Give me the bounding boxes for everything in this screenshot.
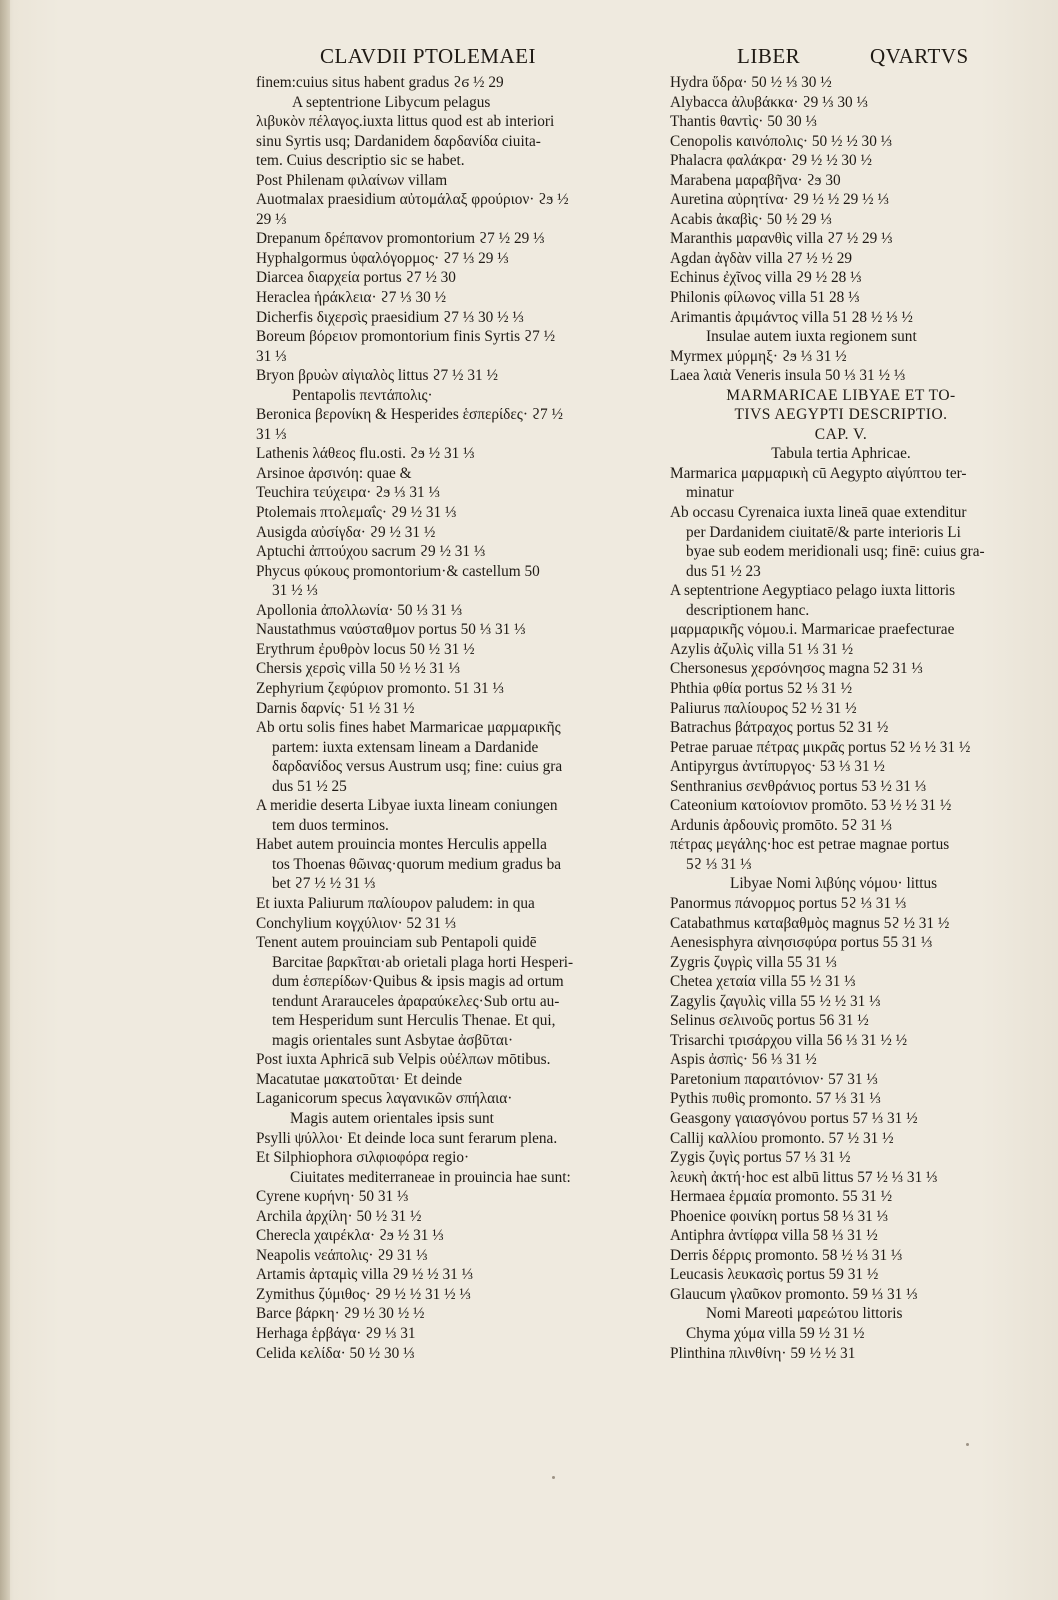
text-line: λιβυκὸν πέλαγος.iuxta littus quod est ab interiori <box>256 113 555 131</box>
text-line: Leucasis λευκασὶς portus 59 31 ½ <box>670 1266 879 1284</box>
text-line: Zygis ζυγὶς portus 57 ⅓ 31 ½ <box>670 1149 851 1167</box>
text-line: Zephyrium ζεφύριον promonto. 51 31 ⅓ <box>256 679 504 697</box>
text-line: Post iuxta Aphricā sub Velpis οὐέλπων mōtibus. <box>256 1051 551 1069</box>
text-line: Agdan ἀγδὰν villa ϩ7 ½ ½ 29 <box>670 249 853 267</box>
text-line: Lathenis λάθεος flu.osti. ϩϧ ½ 31 ⅓ <box>256 445 475 463</box>
text-line: Trisarchi τρισάρχου villa 56 ⅓ 31 ½ ½ <box>670 1031 908 1049</box>
text-line: partem: iuxta extensam lineam a Dardanide <box>272 738 539 756</box>
text-line: Ab occasu Cyrenaica iuxta lineā quae extenditur <box>670 504 967 522</box>
text-line: Geasgony γαιασγόνου portus 57 ⅓ 31 ½ <box>670 1109 918 1127</box>
text-line: Glaucum γλαῦκον promonto. 59 ⅓ 31 ⅓ <box>670 1285 918 1303</box>
text-line: Conchylium κογχύλιον· 52 31 ⅓ <box>256 914 457 932</box>
text-line: 29 ⅓ <box>256 210 287 228</box>
text-line: TIVS AEGYPTI DESCRIPTIO. <box>734 406 948 424</box>
text-line: Neapolis νεάπολις· ϩ9 31 ⅓ <box>256 1246 428 1264</box>
text-line: Azylis ἀζυλὶς villa 51 ⅓ 31 ½ <box>670 640 854 658</box>
text-line: Hyphalgormus ὑφαλόγορμος· ϩ7 ⅓ 29 ⅓ <box>256 249 509 267</box>
header-author: CLAVDII PTOLEMAEI <box>320 44 536 68</box>
text-line: Batrachus βάτραχος portus 52 31 ½ <box>670 719 889 737</box>
text-line: Phoenice φοινίκη portus 58 ⅓ 31 ⅓ <box>670 1207 889 1225</box>
text-line: Archila ἀρχίλη· 50 ½ 31 ½ <box>256 1207 422 1225</box>
text-line: δαρδανίδος versus Austrum usq; fine: cuius gra <box>272 758 563 776</box>
text-line: Philonis φίλωνος villa 51 28 ⅓ <box>670 289 860 307</box>
text-line: Cherecla χαιρέκλα· ϩϧ ½ 31 ⅓ <box>256 1227 444 1245</box>
text-line: Cenopolis καινόπολις· 50 ½ ½ 30 ⅓ <box>670 132 893 150</box>
text-line: Derris δέρρις promonto. 58 ½ ⅓ 31 ⅓ <box>670 1246 903 1264</box>
text-line: Antiphra ἀντίφρα villa 58 ⅓ 31 ½ <box>670 1227 878 1245</box>
text-line: per Dardanidem ciuitatē/& parte interioris Li <box>686 523 961 541</box>
text-line: Catabathmus καταβαθμὸς magnus 5ϩ ½ 31 ½ <box>670 914 950 932</box>
text-line: CAP. V. <box>814 425 868 443</box>
text-line: Cyrene κυρήνη· 50 31 ⅓ <box>256 1188 409 1206</box>
text-line: Celida κελίδα· 50 ½ 30 ⅓ <box>256 1344 415 1362</box>
text-line: Paretonium παραιτόνιον· 57 31 ⅓ <box>670 1070 878 1088</box>
text-line: Selinus σελινοῦς portus 56 31 ½ <box>670 1012 869 1030</box>
text-line: Naustathmus ναύσταθμον portus 50 ⅓ 31 ⅓ <box>256 621 526 639</box>
text-line: Diarcea διαρχεία portus ϩ7 ½ 30 <box>256 269 456 287</box>
text-line: Barcitae βαρκῖται·ab orietali plaga horti Hesperi- <box>272 953 574 971</box>
text-line: dus 51 ½ 23 <box>686 562 761 580</box>
text-line: dus 51 ½ 25 <box>272 777 347 795</box>
text-line: bet ϩ7 ½ ½ 31 ⅓ <box>272 875 376 893</box>
text-line: Aenesisphyra αἰνησισφύρα portus 55 31 ⅓ <box>670 934 933 952</box>
text-line: A septentrione Libycum pelagus <box>292 93 491 111</box>
text-line: Senthranius σενθράνιος portus 53 ½ 31 ⅓ <box>670 777 927 795</box>
text-line: Ciuitates mediterraneae in prouincia hae sunt: <box>290 1168 571 1186</box>
text-line: Heraclea ἡράκλεια· ϩ7 ⅓ 30 ½ <box>256 289 447 307</box>
text-line: 31 ½ ⅓ <box>272 582 318 600</box>
text-line: Arimantis ἀριμάντος villa 51 28 ½ ⅓ ½ <box>670 308 913 326</box>
text-line: tos Thoenas θῶινας·quorum medium gradus ba <box>272 855 562 873</box>
text-line: Zymithus ζύμιθος· ϩ9 ½ ½ 31 ½ ⅓ <box>256 1285 471 1303</box>
header-liber: LIBER <box>737 44 801 68</box>
text-line: Insulae autem iuxta regionem sunt <box>706 328 917 346</box>
text-line: Magis autem orientales ipsis sunt <box>290 1109 494 1127</box>
text-line: Post Philenam φιλαίνων villam <box>256 171 448 189</box>
text-line: Chersis χερσὶς villa 50 ½ ½ 31 ⅓ <box>256 660 461 678</box>
text-line: Phthia φθία portus 52 ⅓ 31 ½ <box>670 679 853 697</box>
text-line: Auotmalax praesidium αὐτομάλαξ φρούριον· ϩϧ ½ <box>256 191 569 209</box>
text-line: Apollonia ἀπολλωνία· 50 ⅓ 31 ⅓ <box>256 601 463 619</box>
text-line: Ardunis ἀρδουνὶς promōto. 5ϩ 31 ⅓ <box>670 816 892 834</box>
text-line: Petrae paruae πέτρας μικρᾶς portus 52 ½ ½ 31 ½ <box>670 738 971 756</box>
header-book-number: QVARTVS <box>870 44 969 68</box>
text-line: byae sub eodem meridionali usq; finē: cuius gra- <box>686 543 985 561</box>
paper-speck <box>552 1476 555 1479</box>
text-line: λευκὴ ἀκτή·hoc est albū littus 57 ½ ⅓ 31 ⅓ <box>670 1168 938 1186</box>
text-line: Et Silphiophora σιλφιοφόρα regio· <box>256 1149 470 1167</box>
running-header <box>0 44 1058 74</box>
text-line: Tabula tertia Aphricae. <box>771 445 911 463</box>
text-line: Laganicorum specus λαγανικῶν σπήλαια· <box>256 1090 513 1108</box>
text-line: Nomi Mareoti μαρεώτου littoris <box>706 1305 903 1323</box>
text-line: Aptuchi ἀπτούχου sacrum ϩ9 ½ 31 ⅓ <box>256 543 486 561</box>
text-line: Myrmex μύρμηξ· ϩϧ ⅓ 31 ½ <box>670 347 847 365</box>
text-line: finem:cuius situs habent gradus ϩϭ ½ 29 <box>256 74 504 91</box>
text-line: Phycus φύκους promontorium·& castellum 50 <box>256 562 540 580</box>
text-line: Ab ortu solis fines habet Marmaricae μαρμαρικῆς <box>256 719 561 737</box>
text-line: Marabena μαραβῆνα· ϩϧ 30 <box>670 171 841 189</box>
text-line: Boreum βόρειον promontorium finis Syrtis ϩ7 ½ <box>256 328 556 346</box>
text-line: Hermaea ἑρμαία promonto. 55 31 ½ <box>670 1188 893 1206</box>
text-line: Thantis θαντὶς· 50 30 ⅓ <box>670 113 817 131</box>
text-line: Chersonesus χερσόνησος magna 52 31 ⅓ <box>670 660 923 678</box>
text-line: Psylli ψύλλοι· Et deinde loca sunt ferarum plena. <box>256 1129 558 1147</box>
text-line: μαρμαρικῆς νόμου.i. Marmaricae praefecturae <box>670 621 955 639</box>
text-line: Darnis δαρνίς· 51 ½ 31 ½ <box>256 699 415 717</box>
text-line: Plinthina πλινθίνη· 59 ½ ½ 31 <box>670 1344 856 1362</box>
text-line: Ptolemais πτολεμαΐς· ϩ9 ½ 31 ⅓ <box>256 504 457 522</box>
text-line: Laea λαιὰ Veneris insula 50 ⅓ 31 ½ ⅓ <box>670 367 906 385</box>
text-line: Antipyrgus ἀντίπυργος· 53 ⅓ 31 ½ <box>670 758 885 776</box>
text-line: tem Hesperidum sunt Herculis Thenae. Et qui, <box>272 1012 556 1030</box>
text-line: Artamis ἀρταμὶς villa ϩ9 ½ ½ 31 ⅓ <box>256 1266 474 1284</box>
text-line: tem duos terminos. <box>272 816 389 834</box>
text-line: Acabis ἀκαβὶς· 50 ½ 29 ⅓ <box>670 210 832 228</box>
text-line: Erythrum ἐρυθρὸν locus 50 ½ 31 ½ <box>256 640 475 658</box>
text-line: Bryon βρυὼν αἰγιαλὸς littus ϩ7 ½ 31 ½ <box>256 367 498 385</box>
text-line: πέτρας μεγάλης·hoc est petrae magnae portus <box>670 836 950 854</box>
text-line: Maranthis μαρανθὶς villa ϩ7 ½ 29 ⅓ <box>670 230 893 248</box>
text-line: Teuchira τεύχειρα· ϩϧ ⅓ 31 ⅓ <box>256 484 440 502</box>
text-line: Pythis πυθὶς promonto. 57 ⅓ 31 ⅓ <box>670 1090 881 1108</box>
text-line: tem. Cuius descriptio sic se habet. <box>256 152 465 170</box>
text-line: Panormus πάνορμος portus 5ϩ ⅓ 31 ⅓ <box>670 894 907 912</box>
text-line: Echinus ἐχῖνος villa ϩ9 ½ 28 ⅓ <box>670 269 862 287</box>
text-line: Habet autem prouincia montes Herculis appella <box>256 836 547 854</box>
text-line: Herhaga ἑρβάγα· ϩ9 ⅓ 31 <box>256 1325 416 1342</box>
text-line: Zagylis ζαγυλὶς villa 55 ½ ½ 31 ⅓ <box>670 992 881 1010</box>
text-line: Arsinoe ἀρσινόη: quae & <box>256 464 412 482</box>
page-gutter <box>0 0 10 1600</box>
text-line: dum ἑσπερίδων·Quibus & ipsis magis ad ortum <box>272 973 564 991</box>
text-line: Cateonium κατοίονιον promōto. 53 ½ ½ 31 ½ <box>670 797 952 815</box>
text-line: Alybacca ἀλυβάκκα· ϩ9 ⅓ 30 ⅓ <box>670 93 868 111</box>
text-line: magis orientales sunt Asbytae ἀσβῦται· <box>272 1031 514 1049</box>
text-line: Beronica βερονίκη & Hesperides ἑσπερίδες· ϩ7 ½ <box>256 406 564 424</box>
text-line: Callij καλλίου promonto. 57 ½ 31 ½ <box>670 1129 894 1147</box>
paper-speck <box>966 1443 969 1446</box>
text-line: Et iuxta Paliurum παλίουρον paludem: in qua <box>256 894 535 912</box>
text-line: Phalacra φαλάκρα· ϩ9 ½ ½ 30 ½ <box>670 152 872 170</box>
text-line: Aspis ἀσπὶς· 56 ⅓ 31 ½ <box>670 1051 817 1069</box>
text-line: Tenent autem prouinciam sub Pentapoli quidē <box>256 934 537 952</box>
text-line: A meridie deserta Libyae iuxta lineam coniungen <box>256 797 558 815</box>
text-line: MARMARICAE LIBYAE ET TO- <box>726 386 956 404</box>
text-line: Macatutae μακατοῦται· Et deinde <box>256 1070 463 1088</box>
text-line: Libyae Nomi λιβύης νόμου· littus <box>730 875 938 893</box>
text-line: 31 ⅓ <box>256 425 287 443</box>
text-line: descriptionem hanc. <box>686 601 810 619</box>
text-line: 5ϩ ⅓ 31 ⅓ <box>686 855 752 873</box>
text-line: sinu Syrtis usq; Dardanidem δαρδανίδα ciuita- <box>256 132 541 150</box>
text-line: Pentapolis πεντάπολις· <box>292 386 433 404</box>
text-line: Chetea χεταία villa 55 ½ 31 ⅓ <box>670 973 856 991</box>
text-line: Paliurus παλίουρος 52 ½ 31 ½ <box>670 699 857 717</box>
text-line: Dicherfis διχερσὶς praesidium ϩ7 ⅓ 30 ½ ⅓ <box>256 308 524 326</box>
left-text-column <box>256 73 608 1363</box>
text-line: Marmarica μαρμαρικὴ cū Aegypto αἰγύπτου ter- <box>670 464 967 482</box>
text-line: minatur <box>686 484 734 502</box>
text-line: Auretina αὐρητίνα· ϩ9 ½ ½ 29 ½ ⅓ <box>670 191 889 209</box>
text-line: Barce βάρκη· ϩ9 ½ 30 ½ ½ <box>256 1305 425 1323</box>
text-line: Ausigda αὐσίγδα· ϩ9 ½ 31 ½ <box>256 523 436 541</box>
text-line: Chyma χύμα villa 59 ½ 31 ½ <box>686 1325 865 1342</box>
text-line: A septentrione Aegyptiaco pelago iuxta littoris <box>670 582 956 600</box>
text-line: tendunt Ararauceles ἀραραύκελες·Sub ortu au- <box>272 992 560 1010</box>
text-line: 31 ⅓ <box>256 347 287 365</box>
text-line: Hydra ὕδρα· 50 ½ ⅓ 30 ½ <box>670 74 832 91</box>
text-line: Zygris ζυγρὶς villa 55 31 ⅓ <box>670 953 837 971</box>
text-line: Drepanum δρέπανον promontorium ϩ7 ½ 29 ⅓ <box>256 230 545 248</box>
right-text-column <box>670 73 1012 1363</box>
